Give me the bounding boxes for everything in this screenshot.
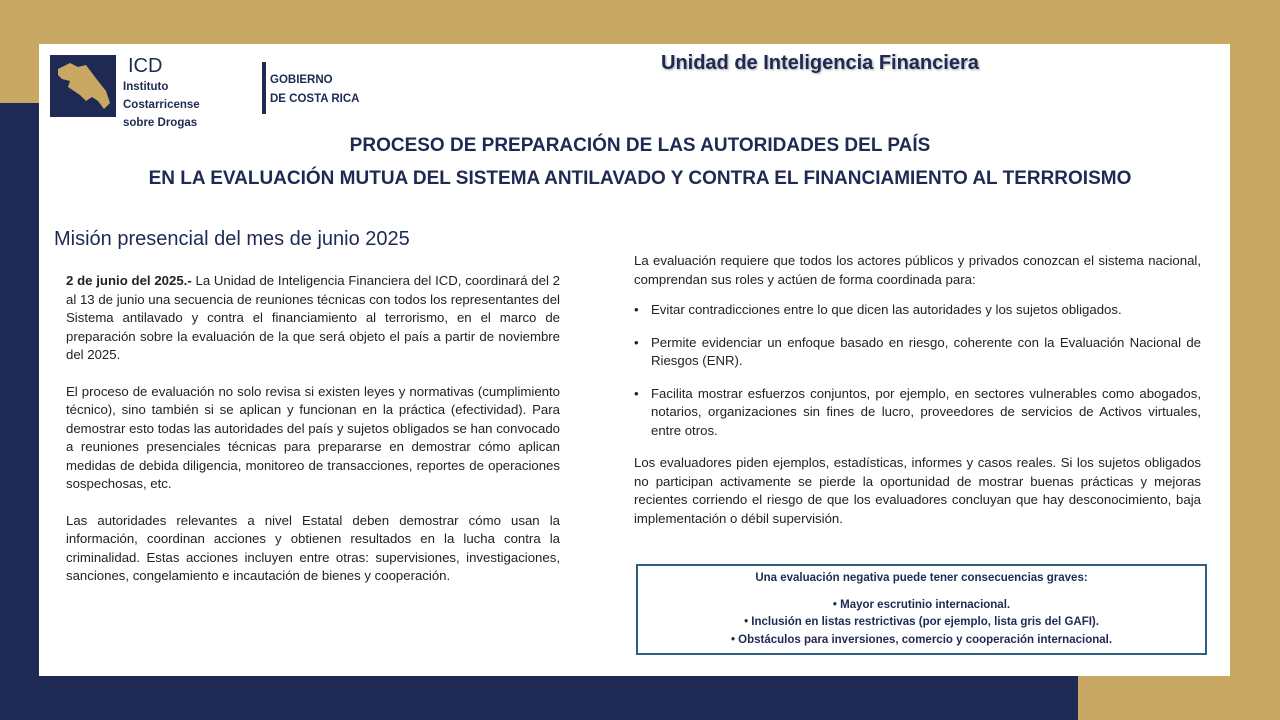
government-divider: [262, 62, 266, 114]
icd-name-line: sobre Drogas: [123, 117, 198, 129]
notice-item: • Obstáculos para inversiones, comercio y cooperación internacional.: [730, 633, 1113, 646]
list-item: • Evitar contradicciones entre lo que dicen las autoridades y los sujetos obligados.: [634, 301, 1201, 320]
paragraph-1: [66, 272, 560, 365]
notice-item: • Inclusión en listas restrictivas (por ejemplo, lista gris del GAFI).: [744, 616, 1099, 628]
notice-item: • Mayor escrutinio internacional.: [832, 598, 1011, 611]
consequences-notice: [636, 564, 1207, 655]
list-item: • Permite evidenciar un enfoque basado en riesgo, coherente con la Evaluación Nacional de Riesgos (ENR).: [634, 334, 1201, 371]
icd-full-name: [123, 78, 200, 132]
gov-line: GOBIERNO: [270, 74, 333, 86]
icd-name-line: Instituto: [123, 81, 169, 93]
unit-title: Unidad de Inteligencia Financiera: [661, 52, 979, 74]
notice-heading: Una evaluación negativa puede tener consecuencias graves:: [755, 572, 1088, 584]
main-title-line-1: PROCESO DE PREPARACIÓN DE LAS AUTORIDADES DEL PAÍS: [349, 135, 931, 156]
list-item: • Facilita mostrar esfuerzos conjuntos, por ejemplo, en sectores vulnerables como abogados, notarios, organizaciones sin fines de lucro, proveedores de servicios de Activos virtuales, entre otros.: [634, 385, 1201, 441]
right-closing: Los evaluadores piden ejemplos, estadísticas, informes y casos reales. Si los sujetos obligados no participan activamente se pierde la oportunidad de mostrar buenas prácticas y mejoras recientes corriendo el riesgo de que los evaluadores concluyan que hay desconocimiento, baja implementación o débil supervisión.: [634, 455, 1201, 526]
government-label: [270, 71, 359, 109]
mission-subtitle: Misión presencial del mes de junio 2025: [54, 228, 410, 250]
right-column: [634, 252, 1201, 546]
paragraph-3: Las autoridades relevantes a nivel Estatal deben demostrar cómo usan la información, coordinan acciones y obtienen resultados en la lucha contra la criminalidad. Estas acciones incluyen entre otras: supervisiones, investigaciones, sanciones, congelamiento e incautación de bienes y cooperación.: [66, 512, 560, 583]
paragraph-1-text: La Unidad de Inteligencia Financiera del ICD, coordinará del 2 al 13 de junio una secuencia de reuniones técnicas con todos los representantes del Sistema antilavado y contra el financiamiento al terrorismo, en el marco de preparación sobre la evaluación de la que será objeto el país a partir de noviembre del 2025.: [66, 273, 560, 362]
gov-line: DE COSTA RICA: [270, 93, 360, 105]
icd-name-line: Costarricense: [123, 99, 200, 111]
costa-rica-map-icon: [50, 55, 116, 117]
icd-logo: [50, 55, 116, 117]
left-column: [66, 272, 560, 604]
right-intro: La evaluación requiere que todos los actores públicos y privados conozcan el sistema nacional, comprendan sus roles y actúen de forma coordinada para:: [634, 253, 1201, 287]
paragraph-date: 2 de junio del 2025.-: [66, 273, 192, 288]
bullet-list: [634, 301, 1201, 440]
main-title-line-2: EN LA EVALUACIÓN MUTUA DEL SISTEMA ANTILAVADO Y CONTRA EL FINANCIAMIENTO AL TERRROISMO: [148, 168, 1132, 189]
paragraph-2: El proceso de evaluación no solo revisa si existen leyes y normativas (cumplimiento técnico), sino también si se aplican y funcionan en la práctica (efectividad). Para demostrar esto todas las autoridades del país y sujetos obligados se han convocado a reuniones presenciales técnicas para prepararse en demostrar cómo aplican medidas de debida diligencia, monitoreo de transacciones, reportes de operaciones sospechosas, etc.: [66, 383, 560, 491]
icd-title: ICD: [128, 55, 163, 77]
